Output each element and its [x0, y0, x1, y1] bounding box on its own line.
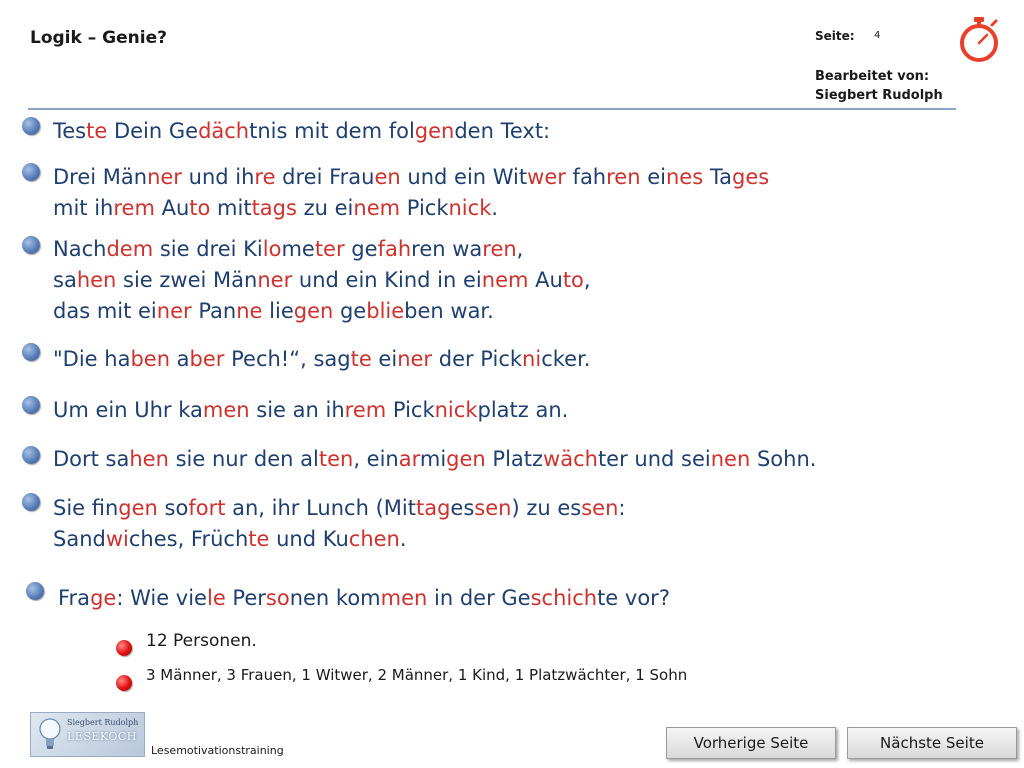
- text-segment: ei: [371, 347, 398, 371]
- text-segment: te vor?: [597, 586, 670, 610]
- story-paragraph: [53, 395, 568, 426]
- text-segment: :: [618, 496, 626, 520]
- logo-author: Siegbert Rudolph: [67, 718, 139, 727]
- highlighted-syllable: ten: [318, 447, 354, 471]
- text-segment: Drei Män: [53, 165, 148, 189]
- text-segment: : Wie vie: [116, 586, 207, 610]
- text-segment: und ein Wit: [400, 165, 528, 189]
- highlighted-syllable: te: [248, 527, 270, 551]
- text-segment: ei: [640, 165, 666, 189]
- highlighted-syllable: hen: [129, 447, 169, 471]
- bullet-icon: [22, 117, 40, 135]
- text-segment: der Pick: [432, 347, 523, 371]
- text-segment: .: [399, 527, 407, 551]
- text-segment: Fra: [58, 586, 91, 610]
- bullet-icon: [22, 236, 40, 254]
- highlighted-syllable: wer: [527, 165, 566, 189]
- text-segment: Au: [528, 268, 563, 292]
- text-segment: das mit ei: [53, 299, 157, 323]
- text-segment: Dort sa: [53, 447, 130, 471]
- answer-text: 3 Männer, 3 Frauen, 1 Witwer, 2 Männer, 1 Kind, 1 Platzwächter, 1 Sohn: [146, 666, 688, 684]
- text-segment: drei Frau: [275, 165, 375, 189]
- highlighted-syllable: gen: [293, 299, 334, 323]
- text-line: [53, 296, 591, 327]
- text-segment: Sand: [53, 527, 106, 551]
- logo-brand: LESEKOCH: [67, 730, 137, 743]
- text-segment: Sie fin: [53, 496, 119, 520]
- text-segment: tnis mit dem fol: [249, 119, 415, 143]
- text-line: [53, 524, 625, 555]
- text-segment: und ih: [181, 165, 255, 189]
- text-segment: Pan: [191, 299, 237, 323]
- text-segment: ) zu es: [511, 496, 582, 520]
- highlighted-syllable: le: [206, 586, 226, 610]
- text-line: [53, 162, 769, 193]
- text-segment: ge: [333, 299, 367, 323]
- bullet-icon: [22, 396, 40, 414]
- footer-label: Lesemotivationstraining: [151, 744, 284, 757]
- highlighted-syllable: ren: [482, 237, 517, 261]
- highlighted-syllable: sen: [474, 496, 512, 520]
- bullet-icon: [22, 493, 40, 511]
- editor-info: [815, 67, 943, 105]
- highlighted-syllable: ber: [189, 347, 225, 371]
- highlighted-syllable: nick: [448, 196, 492, 220]
- text-segment: fah: [565, 165, 607, 189]
- highlighted-syllable: gen: [446, 447, 486, 471]
- text-segment: mi: [419, 447, 447, 471]
- text-segment: mit: [210, 196, 252, 220]
- highlighted-syllable: fah: [377, 237, 412, 261]
- header-divider: [28, 108, 956, 110]
- highlighted-syllable: te: [86, 119, 108, 143]
- page-label: Seite:: [815, 29, 855, 43]
- highlighted-syllable: ter: [314, 237, 345, 261]
- text-segment: ben war.: [404, 299, 494, 323]
- text-segment: und ein Kind in ei: [292, 268, 482, 292]
- highlighted-syllable: rem: [344, 398, 387, 422]
- highlighted-syllable: ner: [156, 299, 192, 323]
- highlighted-syllable: re: [254, 165, 276, 189]
- text-segment: so: [157, 496, 189, 520]
- editor-name: Siegbert Rudolph: [815, 88, 943, 103]
- highlighted-syllable: rem: [113, 196, 155, 220]
- text-segment: Per: [225, 586, 266, 610]
- text-segment: ches, Früch: [128, 527, 249, 551]
- text-segment: Dein Ge: [107, 119, 199, 143]
- highlighted-syllable: schich: [530, 586, 598, 610]
- bullet-icon: [22, 163, 40, 181]
- story-paragraph: [53, 444, 816, 475]
- highlighted-syllable: ge: [90, 586, 117, 610]
- text-segment: ren wa: [411, 237, 483, 261]
- story-paragraph: [53, 116, 550, 147]
- highlighted-syllable: nen: [710, 447, 751, 471]
- answer-bullet-icon[interactable]: [116, 675, 132, 691]
- text-segment: zu ei: [296, 196, 354, 220]
- highlighted-syllable: dem: [106, 237, 154, 261]
- page-number: 4: [874, 30, 881, 41]
- highlighted-syllable: ren: [606, 165, 641, 189]
- highlighted-syllable: tags: [251, 196, 297, 220]
- text-segment: nen kom: [289, 586, 381, 610]
- text-line: [53, 234, 591, 265]
- text-segment: an, ihr Lunch (Mit: [225, 496, 416, 520]
- highlighted-syllable: men: [380, 586, 428, 610]
- text-segment: ,: [516, 237, 524, 261]
- text-segment: .: [491, 196, 499, 220]
- previous-page-button[interactable]: Vorherige Seite: [666, 727, 836, 759]
- text-segment: cker.: [541, 347, 591, 371]
- text-segment: sie drei Ki: [153, 237, 263, 261]
- text-segment: lie: [262, 299, 294, 323]
- text-segment: sie nur den al: [168, 447, 319, 471]
- text-segment: sie an ih: [249, 398, 345, 422]
- highlighted-syllable: hen: [76, 268, 117, 292]
- text-segment: Au: [154, 196, 190, 220]
- story-paragraph: [53, 162, 769, 224]
- text-segment: Um ein Uhr ka: [53, 398, 203, 422]
- text-line: [53, 344, 590, 375]
- text-segment: Nach: [53, 237, 107, 261]
- question-text: [58, 583, 670, 614]
- highlighted-syllable: to: [189, 196, 211, 220]
- highlighted-syllable: to: [562, 268, 584, 292]
- story-paragraph: [53, 234, 591, 327]
- text-segment: ter und sei: [597, 447, 711, 471]
- highlighted-syllable: wi: [105, 527, 129, 551]
- highlighted-syllable: gen: [118, 496, 158, 520]
- text-segment: , ein: [353, 447, 399, 471]
- highlighted-syllable: ner: [397, 347, 433, 371]
- text-segment: sa: [53, 268, 77, 292]
- highlighted-syllable: men: [202, 398, 250, 422]
- highlighted-syllable: ar: [398, 447, 420, 471]
- text-segment: sie zwei Män: [116, 268, 258, 292]
- text-segment: Sohn.: [750, 447, 817, 471]
- highlighted-syllable: tag: [415, 496, 451, 520]
- text-segment: Pick: [400, 196, 449, 220]
- text-segment: platz an.: [477, 398, 569, 422]
- text-segment: Platz: [485, 447, 544, 471]
- lightbulb-icon: [37, 717, 63, 751]
- highlighted-syllable: ben: [130, 347, 170, 371]
- editor-label: Bearbeitet von:: [815, 69, 930, 84]
- answer-bullet-icon[interactable]: [116, 640, 132, 656]
- story-paragraph: [53, 493, 625, 555]
- text-segment: es: [450, 496, 475, 520]
- highlighted-syllable: nem: [353, 196, 401, 220]
- text-segment: in der Ge: [427, 586, 531, 610]
- text-line: [58, 583, 670, 614]
- highlighted-syllable: sen: [581, 496, 619, 520]
- text-segment: me: [281, 237, 315, 261]
- bullet-icon: [26, 582, 44, 600]
- highlighted-syllable: blie: [366, 299, 405, 323]
- text-segment: ge: [344, 237, 378, 261]
- text-segment: Pech!“, sag: [224, 347, 351, 371]
- page-title: Logik – Genie?: [30, 28, 167, 48]
- highlighted-syllable: nes: [665, 165, 704, 189]
- text-segment: mit ih: [53, 196, 114, 220]
- answer-text: 12 Personen.: [146, 631, 257, 651]
- text-segment: Pick: [386, 398, 435, 422]
- bullet-icon: [22, 446, 40, 464]
- highlighted-syllable: so: [265, 586, 290, 610]
- highlighted-syllable: te: [350, 347, 372, 371]
- text-segment: den Text:: [454, 119, 551, 143]
- text-line: [53, 265, 591, 296]
- highlighted-syllable: ges: [732, 165, 770, 189]
- text-line: [53, 395, 568, 426]
- highlighted-syllable: däch: [198, 119, 250, 143]
- stopwatch-icon[interactable]: [956, 15, 1002, 63]
- highlighted-syllable: nem: [481, 268, 529, 292]
- highlighted-syllable: nick: [434, 398, 478, 422]
- text-line: [53, 193, 769, 224]
- text-segment: Tes: [53, 119, 87, 143]
- text-segment: und Ku: [269, 527, 349, 551]
- bullet-icon: [22, 343, 40, 361]
- highlighted-syllable: ni: [522, 347, 542, 371]
- highlighted-syllable: en: [374, 165, 401, 189]
- text-segment: Ta: [703, 165, 733, 189]
- highlighted-syllable: wäch: [543, 447, 598, 471]
- text-segment: ,: [583, 268, 591, 292]
- highlighted-syllable: lo: [262, 237, 282, 261]
- text-line: [53, 116, 550, 147]
- text-line: [53, 444, 816, 475]
- next-page-button[interactable]: Nächste Seite: [847, 727, 1017, 759]
- highlighted-syllable: ner: [257, 268, 293, 292]
- text-segment: a: [170, 347, 190, 371]
- lesekoch-logo: [30, 712, 145, 757]
- text-line: [53, 493, 625, 524]
- text-segment: "Die ha: [53, 347, 131, 371]
- highlighted-syllable: fort: [188, 496, 226, 520]
- highlighted-syllable: ne: [236, 299, 263, 323]
- highlighted-syllable: ner: [147, 165, 182, 189]
- highlighted-syllable: chen: [348, 527, 400, 551]
- highlighted-syllable: gen: [414, 119, 455, 143]
- story-paragraph: [53, 344, 590, 375]
